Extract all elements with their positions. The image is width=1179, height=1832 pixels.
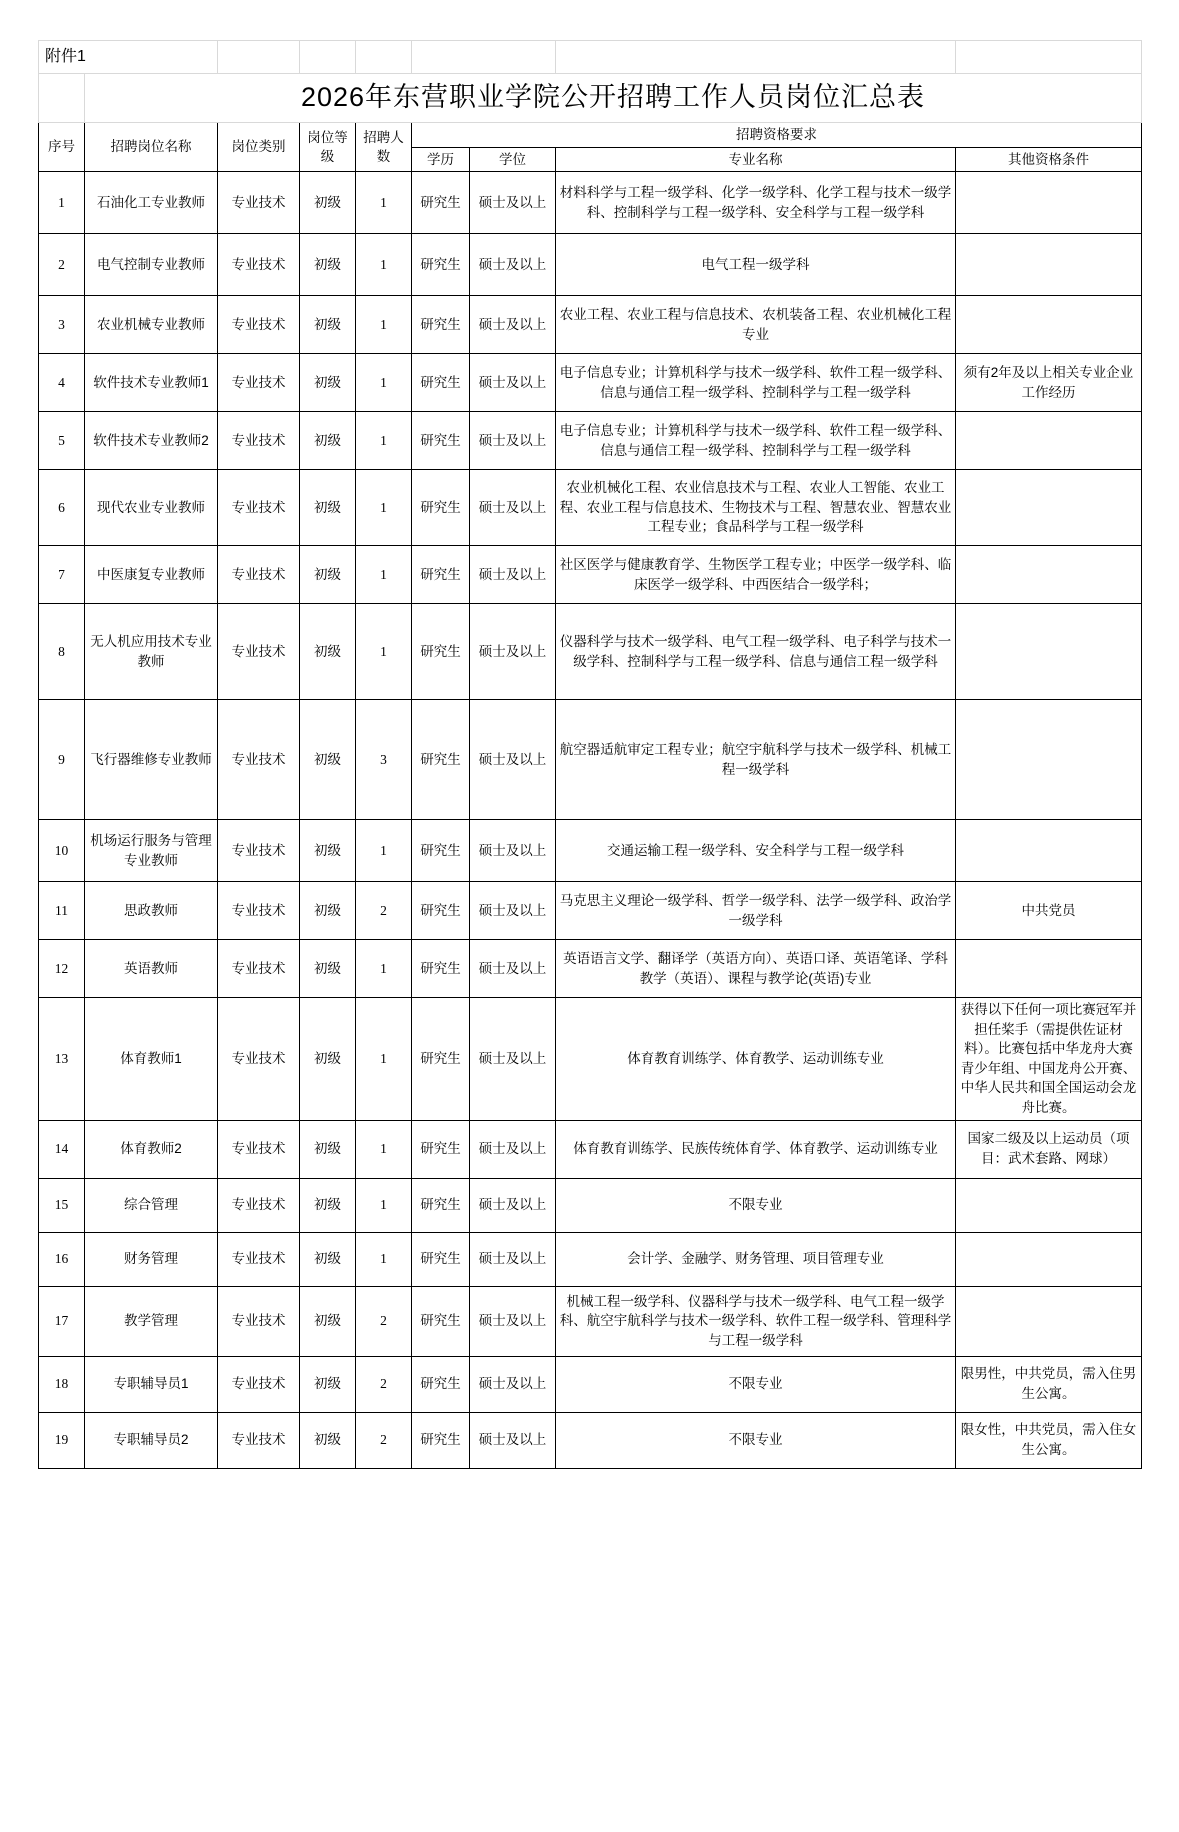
attachment-blank-4 — [412, 41, 556, 74]
cell-other — [956, 412, 1142, 470]
cell-major: 不限专业 — [556, 1412, 956, 1468]
cell-category: 专业技术 — [218, 820, 300, 882]
cell-level: 初级 — [300, 882, 356, 940]
cell-category: 专业技术 — [218, 940, 300, 998]
cell-degree: 硕士及以上 — [470, 412, 556, 470]
cell-level: 初级 — [300, 820, 356, 882]
cell-degree: 硕士及以上 — [470, 1232, 556, 1286]
cell-count: 2 — [356, 1356, 412, 1412]
cell-no: 8 — [39, 604, 85, 700]
cell-degree: 硕士及以上 — [470, 1120, 556, 1178]
cell-education: 研究生 — [412, 296, 470, 354]
cell-name: 专职辅导员2 — [85, 1412, 218, 1468]
cell-category: 专业技术 — [218, 1286, 300, 1356]
cell-no: 9 — [39, 700, 85, 820]
header-other: 其他资格条件 — [956, 147, 1142, 172]
cell-education: 研究生 — [412, 882, 470, 940]
cell-name: 综合管理 — [85, 1178, 218, 1232]
cell-name: 体育教师2 — [85, 1120, 218, 1178]
cell-education: 研究生 — [412, 1232, 470, 1286]
cell-no: 2 — [39, 234, 85, 296]
header-qualification-group: 招聘资格要求 — [412, 123, 1142, 148]
cell-name: 专职辅导员1 — [85, 1356, 218, 1412]
cell-education: 研究生 — [412, 604, 470, 700]
cell-count: 1 — [356, 546, 412, 604]
cell-count: 1 — [356, 354, 412, 412]
cell-other — [956, 700, 1142, 820]
cell-education: 研究生 — [412, 1356, 470, 1412]
table-row — [39, 470, 1142, 546]
cell-other: 限女性，中共党员，需入住女生公寓。 — [956, 1412, 1142, 1468]
table-row — [39, 1412, 1142, 1468]
cell-no: 4 — [39, 354, 85, 412]
cell-degree: 硕士及以上 — [470, 1412, 556, 1468]
cell-education: 研究生 — [412, 1178, 470, 1232]
cell-other — [956, 940, 1142, 998]
cell-category: 专业技术 — [218, 882, 300, 940]
cell-major: 机械工程一级学科、仪器科学与技术一级学科、电气工程一级学科、航空宇航科学与技术一级学科、软件工程一级学科、管理科学与工程一级学科 — [556, 1286, 956, 1356]
attachment-label: 附件1 — [39, 41, 218, 74]
table-row — [39, 1232, 1142, 1286]
cell-no: 6 — [39, 470, 85, 546]
table-row — [39, 234, 1142, 296]
cell-count: 2 — [356, 882, 412, 940]
cell-count: 1 — [356, 998, 412, 1120]
header-major: 专业名称 — [556, 147, 956, 172]
cell-degree: 硕士及以上 — [470, 1286, 556, 1356]
cell-education: 研究生 — [412, 354, 470, 412]
cell-major: 电子信息专业；计算机科学与技术一级学科、软件工程一级学科、信息与通信工程一级学科、控制科学与工程一级学科 — [556, 354, 956, 412]
cell-degree: 硕士及以上 — [470, 700, 556, 820]
cell-name: 思政教师 — [85, 882, 218, 940]
header-position-category: 岗位类别 — [218, 123, 300, 172]
cell-other: 获得以下任何一项比赛冠军并担任桨手（需提供佐证材料）。比赛包括中华龙舟大赛青少年组、中国龙舟公开赛、中华人民共和国全国运动会龙舟比赛。 — [956, 998, 1142, 1120]
attachment-blank-1 — [218, 41, 300, 74]
cell-level: 初级 — [300, 700, 356, 820]
recruitment-table — [38, 40, 1142, 1469]
cell-count: 2 — [356, 1412, 412, 1468]
cell-degree: 硕士及以上 — [470, 234, 556, 296]
cell-other: 中共党员 — [956, 882, 1142, 940]
cell-other: 限男性，中共党员，需入住男生公寓。 — [956, 1356, 1142, 1412]
cell-category: 专业技术 — [218, 234, 300, 296]
cell-degree: 硕士及以上 — [470, 820, 556, 882]
cell-degree: 硕士及以上 — [470, 172, 556, 234]
header-position-name: 招聘岗位名称 — [85, 123, 218, 172]
cell-name: 中医康复专业教师 — [85, 546, 218, 604]
cell-count: 1 — [356, 296, 412, 354]
cell-count: 1 — [356, 1232, 412, 1286]
cell-level: 初级 — [300, 546, 356, 604]
cell-name: 教学管理 — [85, 1286, 218, 1356]
cell-major: 马克思主义理论一级学科、哲学一级学科、法学一级学科、政治学一级学科 — [556, 882, 956, 940]
cell-major: 航空器适航审定工程专业；航空宇航科学与技术一级学科、机械工程一级学科 — [556, 700, 956, 820]
cell-count: 1 — [356, 940, 412, 998]
header-degree: 学位 — [470, 147, 556, 172]
cell-name: 软件技术专业教师2 — [85, 412, 218, 470]
cell-level: 初级 — [300, 1412, 356, 1468]
cell-education: 研究生 — [412, 172, 470, 234]
attachment-row — [39, 41, 1142, 74]
cell-major: 体育教育训练学、民族传统体育学、体育教学、运动训练专业 — [556, 1120, 956, 1178]
cell-no: 16 — [39, 1232, 85, 1286]
table-row — [39, 412, 1142, 470]
table-row — [39, 1286, 1142, 1356]
table-row — [39, 1120, 1142, 1178]
attachment-blank-3 — [356, 41, 412, 74]
cell-count: 1 — [356, 172, 412, 234]
cell-name: 农业机械专业教师 — [85, 296, 218, 354]
cell-other — [956, 604, 1142, 700]
cell-count: 3 — [356, 700, 412, 820]
cell-level: 初级 — [300, 1232, 356, 1286]
cell-other — [956, 234, 1142, 296]
table-row — [39, 296, 1142, 354]
cell-category: 专业技术 — [218, 412, 300, 470]
cell-level: 初级 — [300, 604, 356, 700]
cell-major: 电子信息专业；计算机科学与技术一级学科、软件工程一级学科、信息与通信工程一级学科、控制科学与工程一级学科 — [556, 412, 956, 470]
cell-category: 专业技术 — [218, 354, 300, 412]
table-row — [39, 172, 1142, 234]
cell-other — [956, 1178, 1142, 1232]
cell-major: 不限专业 — [556, 1178, 956, 1232]
cell-degree: 硕士及以上 — [470, 354, 556, 412]
cell-category: 专业技术 — [218, 604, 300, 700]
cell-level: 初级 — [300, 1120, 356, 1178]
cell-category: 专业技术 — [218, 1356, 300, 1412]
cell-category: 专业技术 — [218, 1232, 300, 1286]
cell-other: 须有2年及以上相关专业企业工作经历 — [956, 354, 1142, 412]
cell-education: 研究生 — [412, 1286, 470, 1356]
cell-no: 13 — [39, 998, 85, 1120]
table-row — [39, 882, 1142, 940]
cell-degree: 硕士及以上 — [470, 1356, 556, 1412]
cell-education: 研究生 — [412, 998, 470, 1120]
cell-level: 初级 — [300, 412, 356, 470]
cell-major: 电气工程一级学科 — [556, 234, 956, 296]
cell-major: 社区医学与健康教育学、生物医学工程专业；中医学一级学科、临床医学一级学科、中西医结合一级学科； — [556, 546, 956, 604]
cell-other: 国家二级及以上运动员（项目：武术套路、网球） — [956, 1120, 1142, 1178]
cell-category: 专业技术 — [218, 296, 300, 354]
table-row — [39, 998, 1142, 1120]
cell-major: 体育教育训练学、体育教学、运动训练专业 — [556, 998, 956, 1120]
cell-other — [956, 172, 1142, 234]
cell-level: 初级 — [300, 998, 356, 1120]
table-row — [39, 1356, 1142, 1412]
cell-other — [956, 1232, 1142, 1286]
cell-category: 专业技术 — [218, 546, 300, 604]
cell-education: 研究生 — [412, 412, 470, 470]
cell-education: 研究生 — [412, 546, 470, 604]
cell-major: 会计学、金融学、财务管理、项目管理专业 — [556, 1232, 956, 1286]
cell-level: 初级 — [300, 172, 356, 234]
table-row — [39, 604, 1142, 700]
cell-education: 研究生 — [412, 820, 470, 882]
cell-count: 1 — [356, 1178, 412, 1232]
cell-no: 7 — [39, 546, 85, 604]
cell-count: 1 — [356, 234, 412, 296]
cell-count: 1 — [356, 1120, 412, 1178]
cell-no: 14 — [39, 1120, 85, 1178]
cell-degree: 硕士及以上 — [470, 882, 556, 940]
cell-no: 19 — [39, 1412, 85, 1468]
cell-category: 专业技术 — [218, 700, 300, 820]
cell-other — [956, 1286, 1142, 1356]
cell-major: 英语语言文学、翻译学（英语方向）、英语口译、英语笔译、学科教学（英语）、课程与教学论(英语)专业 — [556, 940, 956, 998]
cell-no: 5 — [39, 412, 85, 470]
table-row — [39, 820, 1142, 882]
cell-name: 电气控制专业教师 — [85, 234, 218, 296]
attachment-blank-5 — [556, 41, 956, 74]
cell-degree: 硕士及以上 — [470, 296, 556, 354]
cell-major: 不限专业 — [556, 1356, 956, 1412]
cell-count: 1 — [356, 412, 412, 470]
table-row — [39, 940, 1142, 998]
cell-level: 初级 — [300, 354, 356, 412]
title-row — [39, 74, 1142, 123]
cell-level: 初级 — [300, 470, 356, 546]
cell-category: 专业技术 — [218, 1120, 300, 1178]
cell-degree: 硕士及以上 — [470, 470, 556, 546]
page-title: 2026年东营职业学院公开招聘工作人员岗位汇总表 — [85, 74, 1142, 123]
cell-other — [956, 546, 1142, 604]
cell-education: 研究生 — [412, 940, 470, 998]
cell-level: 初级 — [300, 234, 356, 296]
header-headcount: 招聘人数 — [356, 123, 412, 172]
cell-no: 3 — [39, 296, 85, 354]
cell-education: 研究生 — [412, 1412, 470, 1468]
cell-name: 软件技术专业教师1 — [85, 354, 218, 412]
cell-category: 专业技术 — [218, 1412, 300, 1468]
cell-major: 农业工程、农业工程与信息技术、农机装备工程、农业机械化工程专业 — [556, 296, 956, 354]
cell-other — [956, 820, 1142, 882]
attachment-blank-2 — [300, 41, 356, 74]
cell-education: 研究生 — [412, 1120, 470, 1178]
cell-name: 英语教师 — [85, 940, 218, 998]
header-education: 学历 — [412, 147, 470, 172]
cell-degree: 硕士及以上 — [470, 940, 556, 998]
cell-name: 体育教师1 — [85, 998, 218, 1120]
cell-category: 专业技术 — [218, 1178, 300, 1232]
cell-name: 飞行器维修专业教师 — [85, 700, 218, 820]
cell-other — [956, 296, 1142, 354]
cell-name: 现代农业专业教师 — [85, 470, 218, 546]
cell-level: 初级 — [300, 1286, 356, 1356]
cell-major: 农业机械化工程、农业信息技术与工程、农业人工智能、农业工程、农业工程与信息技术、生物技术与工程、智慧农业、智慧农业工程专业；食品科学与工程一级学科 — [556, 470, 956, 546]
cell-degree: 硕士及以上 — [470, 1178, 556, 1232]
cell-count: 2 — [356, 1286, 412, 1356]
cell-count: 1 — [356, 820, 412, 882]
cell-education: 研究生 — [412, 700, 470, 820]
cell-major: 仪器科学与技术一级学科、电气工程一级学科、电子科学与技术一级学科、控制科学与工程一级学科、信息与通信工程一级学科 — [556, 604, 956, 700]
table-row — [39, 354, 1142, 412]
table-row — [39, 546, 1142, 604]
cell-category: 专业技术 — [218, 470, 300, 546]
cell-name: 石油化工专业教师 — [85, 172, 218, 234]
cell-category: 专业技术 — [218, 998, 300, 1120]
cell-major: 交通运输工程一级学科、安全科学与工程一级学科 — [556, 820, 956, 882]
cell-no: 10 — [39, 820, 85, 882]
cell-level: 初级 — [300, 940, 356, 998]
cell-level: 初级 — [300, 1356, 356, 1412]
cell-no: 17 — [39, 1286, 85, 1356]
cell-major: 材料科学与工程一级学科、化学一级学科、化学工程与技术一级学科、控制科学与工程一级学科、安全科学与工程一级学科 — [556, 172, 956, 234]
header-position-level: 岗位等级 — [300, 123, 356, 172]
header-row-1 — [39, 123, 1142, 148]
cell-category: 专业技术 — [218, 172, 300, 234]
cell-count: 1 — [356, 470, 412, 546]
cell-education: 研究生 — [412, 234, 470, 296]
cell-name: 无人机应用技术专业教师 — [85, 604, 218, 700]
cell-no: 15 — [39, 1178, 85, 1232]
cell-no: 12 — [39, 940, 85, 998]
cell-level: 初级 — [300, 296, 356, 354]
cell-degree: 硕士及以上 — [470, 604, 556, 700]
cell-no: 18 — [39, 1356, 85, 1412]
cell-name: 机场运行服务与管理专业教师 — [85, 820, 218, 882]
cell-degree: 硕士及以上 — [470, 998, 556, 1120]
cell-count: 1 — [356, 604, 412, 700]
table-body — [39, 172, 1142, 1468]
table-row — [39, 700, 1142, 820]
cell-name: 财务管理 — [85, 1232, 218, 1286]
title-left-pad — [39, 74, 85, 123]
cell-education: 研究生 — [412, 470, 470, 546]
attachment-blank-6 — [956, 41, 1142, 74]
header-no: 序号 — [39, 123, 85, 172]
cell-level: 初级 — [300, 1178, 356, 1232]
cell-no: 11 — [39, 882, 85, 940]
cell-degree: 硕士及以上 — [470, 546, 556, 604]
table-row — [39, 1178, 1142, 1232]
cell-other — [956, 470, 1142, 546]
cell-no: 1 — [39, 172, 85, 234]
